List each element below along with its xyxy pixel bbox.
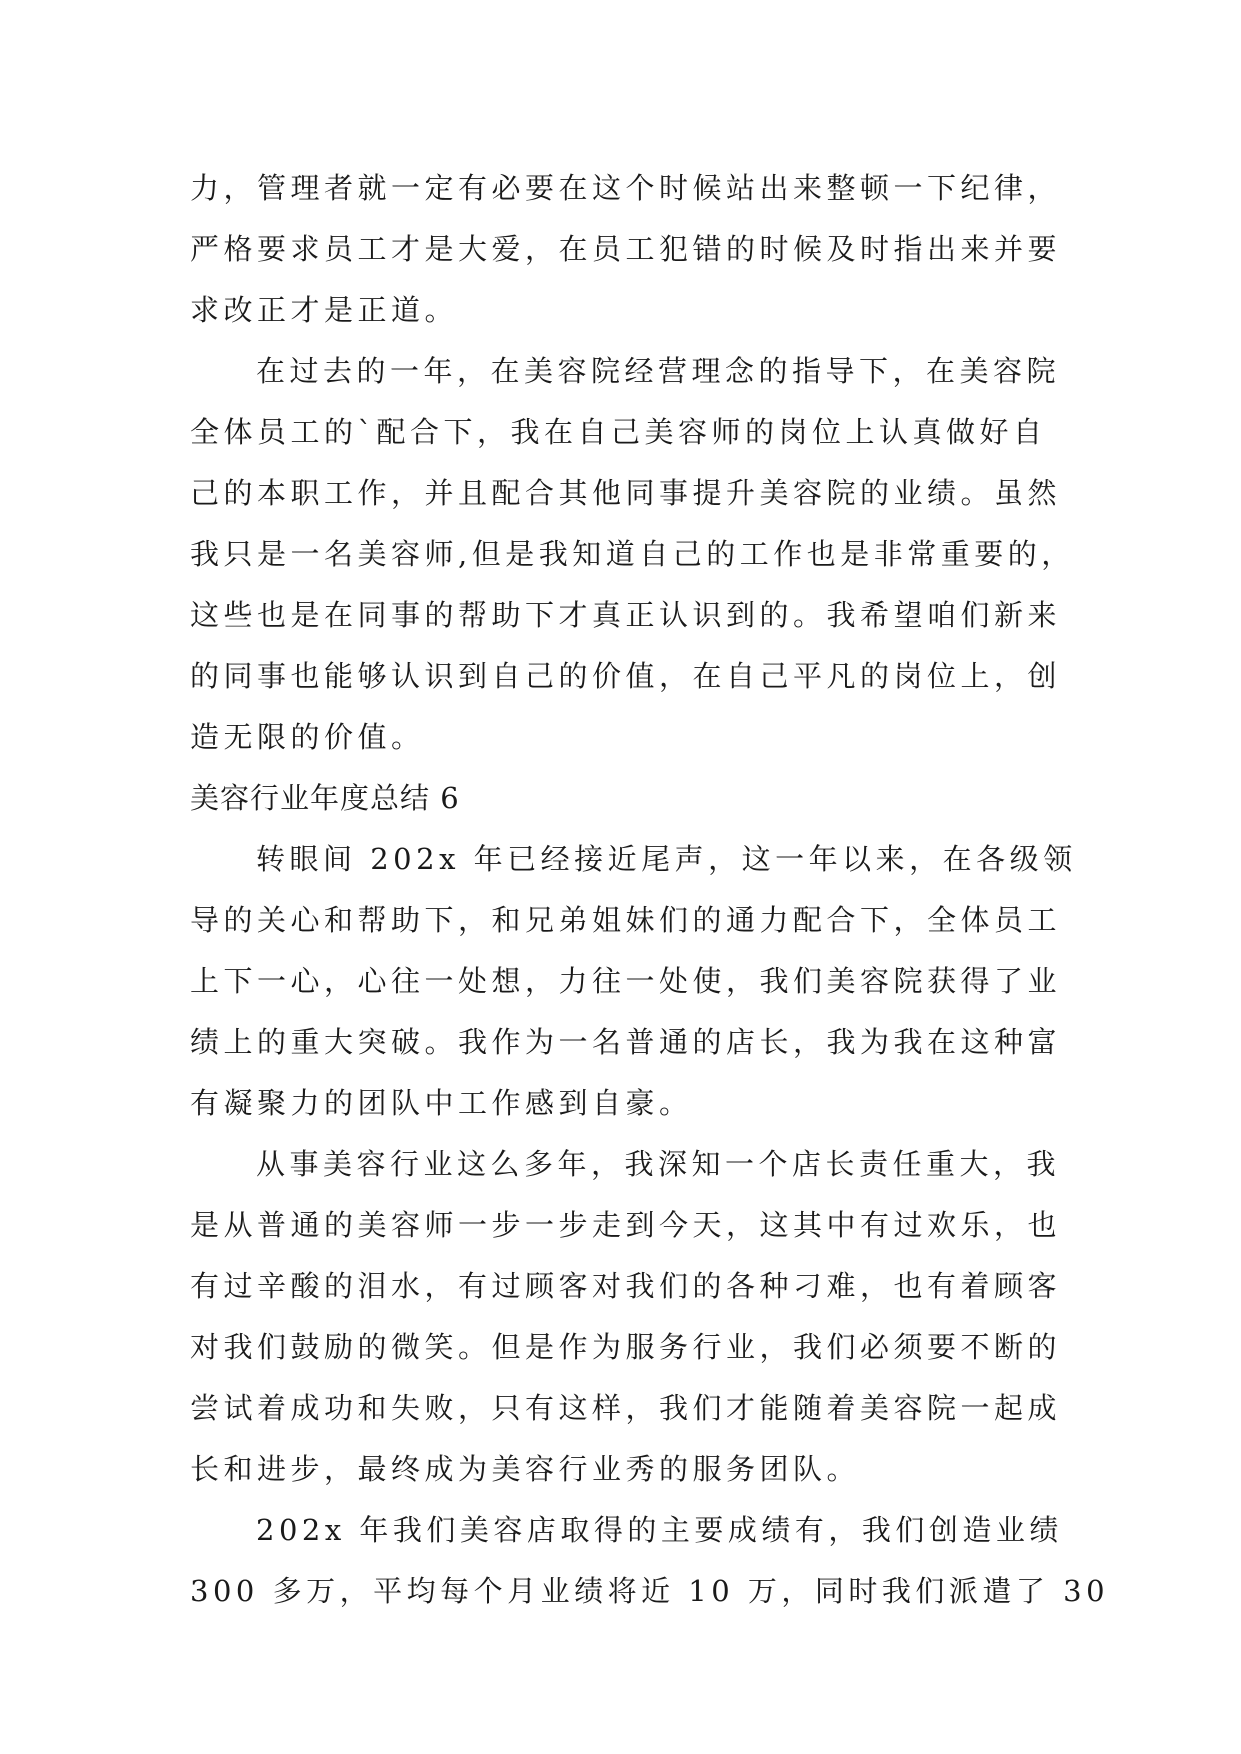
paragraph-line: 的同事也能够认识到自己的价值，在自己平凡的岗位上，创 xyxy=(190,659,1062,693)
section-heading: 美容行业年度总结 6 xyxy=(190,781,460,815)
paragraph-line: 从事美容行业这么多年，我深知一个店长责任重大，我 xyxy=(256,1147,1061,1181)
body-paragraph xyxy=(190,829,1077,1134)
paragraph-line: 202x 年我们美容店取得的主要成绩有，我们创造业绩 xyxy=(256,1513,1063,1547)
paragraph-line: 对我们鼓励的微笑。但是作为服务行业，我们必须要不断的 xyxy=(190,1330,1062,1364)
paragraph-line: 是从普通的美容师一步一步走到今天，这其中有过欢乐，也 xyxy=(190,1208,1062,1242)
paragraph-line: 长和进步，最终成为美容行业秀的服务团队。 xyxy=(190,1452,861,1486)
paragraph-line: 绩上的重大突破。我作为一名普通的店长，我为我在这种富 xyxy=(190,1025,1062,1059)
body-paragraph xyxy=(190,1500,1110,1622)
paragraph-line: 这些也是在同事的帮助下才真正认识到的。我希望咱们新来 xyxy=(190,598,1062,632)
paragraph-line: 有过辛酸的泪水，有过顾客对我们的各种刁难，也有着顾客 xyxy=(190,1269,1062,1303)
paragraph-line: 转眼间 202x 年已经接近尾声，这一年以来，在各级领 xyxy=(256,842,1077,876)
paragraph-line: 上下一心，心往一处想，力往一处使，我们美容院获得了业 xyxy=(190,964,1062,998)
paragraph-line: 300 多万，平均每个月业绩将近 10 万，同时我们派遣了 30 xyxy=(190,1574,1110,1608)
paragraph-line: 求改正才是正道。 xyxy=(190,293,459,327)
paragraph-line: 造无限的价值。 xyxy=(190,720,425,754)
document-body xyxy=(190,158,1110,1622)
paragraph-line: 在过去的一年，在美容院经营理念的指导下，在美容院 xyxy=(256,354,1061,388)
body-paragraph xyxy=(190,1134,1062,1500)
paragraph-line: 力，管理者就一定有必要在这个时候站出来整顿一下纪律， xyxy=(190,171,1062,205)
paragraph-line: 导的关心和帮助下，和兄弟姐妹们的通力配合下，全体员工 xyxy=(190,903,1062,937)
paragraph-line: 尝试着成功和失败，只有这样，我们才能随着美容院一起成 xyxy=(190,1391,1062,1425)
paragraph-line: 有凝聚力的团队中工作感到自豪。 xyxy=(190,1086,693,1120)
body-paragraph xyxy=(190,341,1075,768)
paragraph-line: 全体员工的`配合下，我在自己美容师的岗位上认真做好自 xyxy=(190,415,1047,449)
paragraph-line: 己的本职工作，并且配合其他同事提升美容院的业绩。虽然 xyxy=(190,476,1062,510)
paragraph-line: 严格要求员工才是大爱，在员工犯错的时候及时指出来并要 xyxy=(190,232,1062,266)
paragraph-line: 我只是一名美容师,但是我知道自己的工作也是非常重要的， xyxy=(190,537,1075,571)
body-paragraph xyxy=(190,158,1062,341)
